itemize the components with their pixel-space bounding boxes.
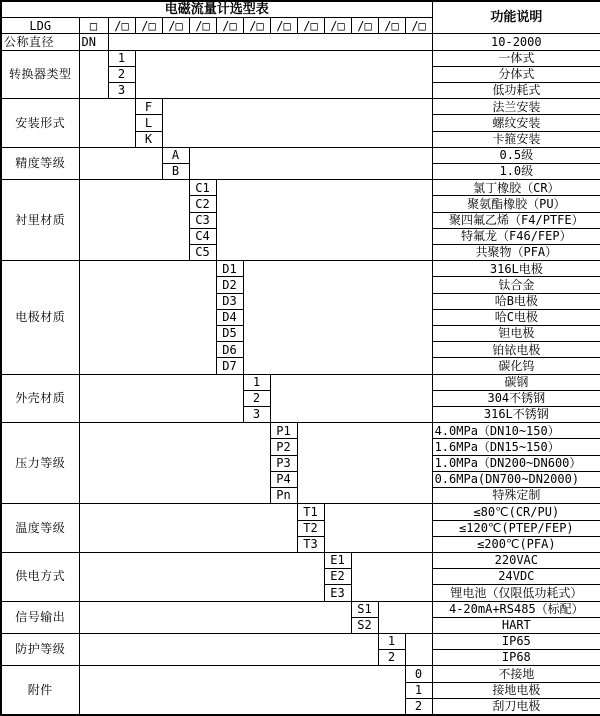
option-code: 1 — [378, 633, 405, 649]
option-code: T3 — [297, 536, 324, 552]
option-code: D2 — [216, 277, 243, 293]
filler-cell — [79, 180, 189, 261]
model-code-box: □ — [79, 18, 108, 34]
option-code: 1 — [243, 374, 270, 390]
option-code: DN — [79, 34, 108, 50]
filler-cell — [270, 374, 432, 423]
option-description: 1.6MPa（DN15~150） — [432, 439, 600, 455]
option-code: E1 — [324, 552, 351, 568]
filler-cell — [162, 99, 432, 148]
model-code-segment: /□ — [216, 18, 243, 34]
option-description: ≤200℃(PFA) — [432, 536, 600, 552]
option-description: 4-20mA+RS485（标配） — [432, 601, 600, 617]
filler-cell — [405, 633, 432, 665]
filler-cell — [79, 552, 324, 601]
model-code-segment: /□ — [108, 18, 135, 34]
option-description: 24VDC — [432, 569, 600, 585]
table-title: 电磁流量计选型表 — [1, 1, 432, 18]
group-label: 精度等级 — [1, 147, 79, 179]
option-description: 钛合金 — [432, 277, 600, 293]
filler-cell — [378, 601, 432, 633]
filler-cell — [79, 601, 351, 633]
option-code: S2 — [351, 617, 378, 633]
option-code: C3 — [189, 212, 216, 228]
filler-cell — [79, 147, 162, 179]
filler-cell — [351, 552, 432, 601]
option-description: 碳钢 — [432, 374, 600, 390]
option-code: Pn — [270, 488, 297, 504]
option-description: 卡箍安装 — [432, 131, 600, 147]
filler-cell — [108, 34, 432, 50]
option-description: 铂铱电极 — [432, 342, 600, 358]
option-description: 316L不锈钢 — [432, 407, 600, 423]
function-description-header: 功能说明 — [432, 1, 600, 34]
option-description: IP68 — [432, 650, 600, 666]
filler-cell — [189, 147, 432, 179]
option-description: 碳化钨 — [432, 358, 600, 374]
option-description: 220VAC — [432, 552, 600, 568]
option-code: P2 — [270, 439, 297, 455]
model-code-segment: /□ — [135, 18, 162, 34]
filler-cell — [216, 180, 432, 261]
filler-cell — [79, 50, 108, 99]
option-code: 0 — [405, 666, 432, 682]
option-code: F — [135, 99, 162, 115]
model-prefix: LDG — [1, 18, 79, 34]
option-code: E3 — [324, 585, 351, 601]
option-code: L — [135, 115, 162, 131]
filler-cell — [297, 423, 432, 504]
group-label: 外壳材质 — [1, 374, 79, 423]
option-description: 316L电极 — [432, 261, 600, 277]
option-description: 不接地 — [432, 666, 600, 682]
option-code: D6 — [216, 342, 243, 358]
model-code-segment: /□ — [189, 18, 216, 34]
option-code: K — [135, 131, 162, 147]
option-code: 2 — [405, 698, 432, 715]
model-code-segment: /□ — [324, 18, 351, 34]
option-description: 锂电池（仅限低功耗式） — [432, 585, 600, 601]
filler-cell — [79, 374, 243, 423]
model-code-segment: /□ — [378, 18, 405, 34]
group-label: 电极材质 — [1, 261, 79, 374]
option-code: D1 — [216, 261, 243, 277]
option-description: 钽电极 — [432, 326, 600, 342]
option-code: C2 — [189, 196, 216, 212]
model-code-segment: /□ — [270, 18, 297, 34]
option-code: 1 — [405, 682, 432, 698]
option-description: 4.0MPa（DN10~150） — [432, 423, 600, 439]
option-description: 聚四氟乙烯（F4/PTFE） — [432, 212, 600, 228]
option-description: 螺纹安装 — [432, 115, 600, 131]
option-code: D5 — [216, 326, 243, 342]
option-code: E2 — [324, 569, 351, 585]
option-code: D7 — [216, 358, 243, 374]
group-label: 压力等级 — [1, 423, 79, 504]
filler-cell — [243, 261, 432, 374]
option-code: C5 — [189, 245, 216, 261]
option-description: 0.5级 — [432, 147, 600, 163]
option-description: 1.0MPa（DN200~DN600） — [432, 455, 600, 471]
model-code-segment: /□ — [243, 18, 270, 34]
filler-cell — [79, 261, 216, 374]
option-description: 特殊定制 — [432, 488, 600, 504]
option-code: D3 — [216, 293, 243, 309]
filler-cell — [79, 99, 135, 148]
selection-table-body — [1, 1, 600, 715]
option-code: D4 — [216, 309, 243, 325]
option-code: 2 — [243, 390, 270, 406]
option-code: S1 — [351, 601, 378, 617]
group-label: 安装形式 — [1, 99, 79, 148]
option-code: 1 — [108, 50, 135, 66]
model-code-segment: /□ — [162, 18, 189, 34]
option-code: P4 — [270, 471, 297, 487]
option-description: 接地电极 — [432, 682, 600, 698]
model-code-segment: /□ — [297, 18, 324, 34]
group-label: 供电方式 — [1, 552, 79, 601]
option-description: IP65 — [432, 633, 600, 649]
group-label: 防护等级 — [1, 633, 79, 665]
filler-cell — [79, 423, 270, 504]
group-label: 公称直径 — [1, 34, 79, 50]
option-description: 聚氨酯橡胶（PU） — [432, 196, 600, 212]
option-description: 哈C电极 — [432, 309, 600, 325]
option-description: ≤80℃(CR/PU) — [432, 504, 600, 520]
option-description: HART — [432, 617, 600, 633]
filler-cell — [79, 666, 405, 715]
option-code: C1 — [189, 180, 216, 196]
option-description: 分体式 — [432, 66, 600, 82]
option-code: 2 — [108, 66, 135, 82]
option-code: T2 — [297, 520, 324, 536]
option-description: 特氟龙（F46/FEP） — [432, 228, 600, 244]
filler-cell — [135, 50, 432, 99]
filler-cell — [79, 633, 378, 665]
option-code: A — [162, 147, 189, 163]
group-label: 温度等级 — [1, 504, 79, 553]
filler-cell — [79, 504, 297, 553]
model-code-segment: /□ — [405, 18, 432, 34]
option-description: 一体式 — [432, 50, 600, 66]
option-description: 低功耗式 — [432, 83, 600, 99]
option-code: 3 — [243, 407, 270, 423]
option-code: C4 — [189, 228, 216, 244]
option-code: P3 — [270, 455, 297, 471]
option-code: B — [162, 164, 189, 180]
option-code: 3 — [108, 83, 135, 99]
option-description: 共聚物（PFA） — [432, 245, 600, 261]
option-description: 刮刀电极 — [432, 698, 600, 715]
option-description: 氯丁橡胶（CR） — [432, 180, 600, 196]
option-code: T1 — [297, 504, 324, 520]
group-label: 转换器类型 — [1, 50, 79, 99]
option-code: P1 — [270, 423, 297, 439]
option-description: 哈B电极 — [432, 293, 600, 309]
option-description: 1.0级 — [432, 164, 600, 180]
model-code-segment: /□ — [351, 18, 378, 34]
group-label: 信号输出 — [1, 601, 79, 633]
option-code: 2 — [378, 650, 405, 666]
option-description: 304不锈钢 — [432, 390, 600, 406]
option-description: ≤120℃(PTEP/FEP) — [432, 520, 600, 536]
group-label: 附件 — [1, 666, 79, 715]
option-description: 10-2000 — [432, 34, 600, 50]
option-description: 法兰安装 — [432, 99, 600, 115]
group-label: 衬里材质 — [1, 180, 79, 261]
option-description: 0.6MPa(DN700~DN2000) — [432, 471, 600, 487]
filler-cell — [324, 504, 432, 553]
